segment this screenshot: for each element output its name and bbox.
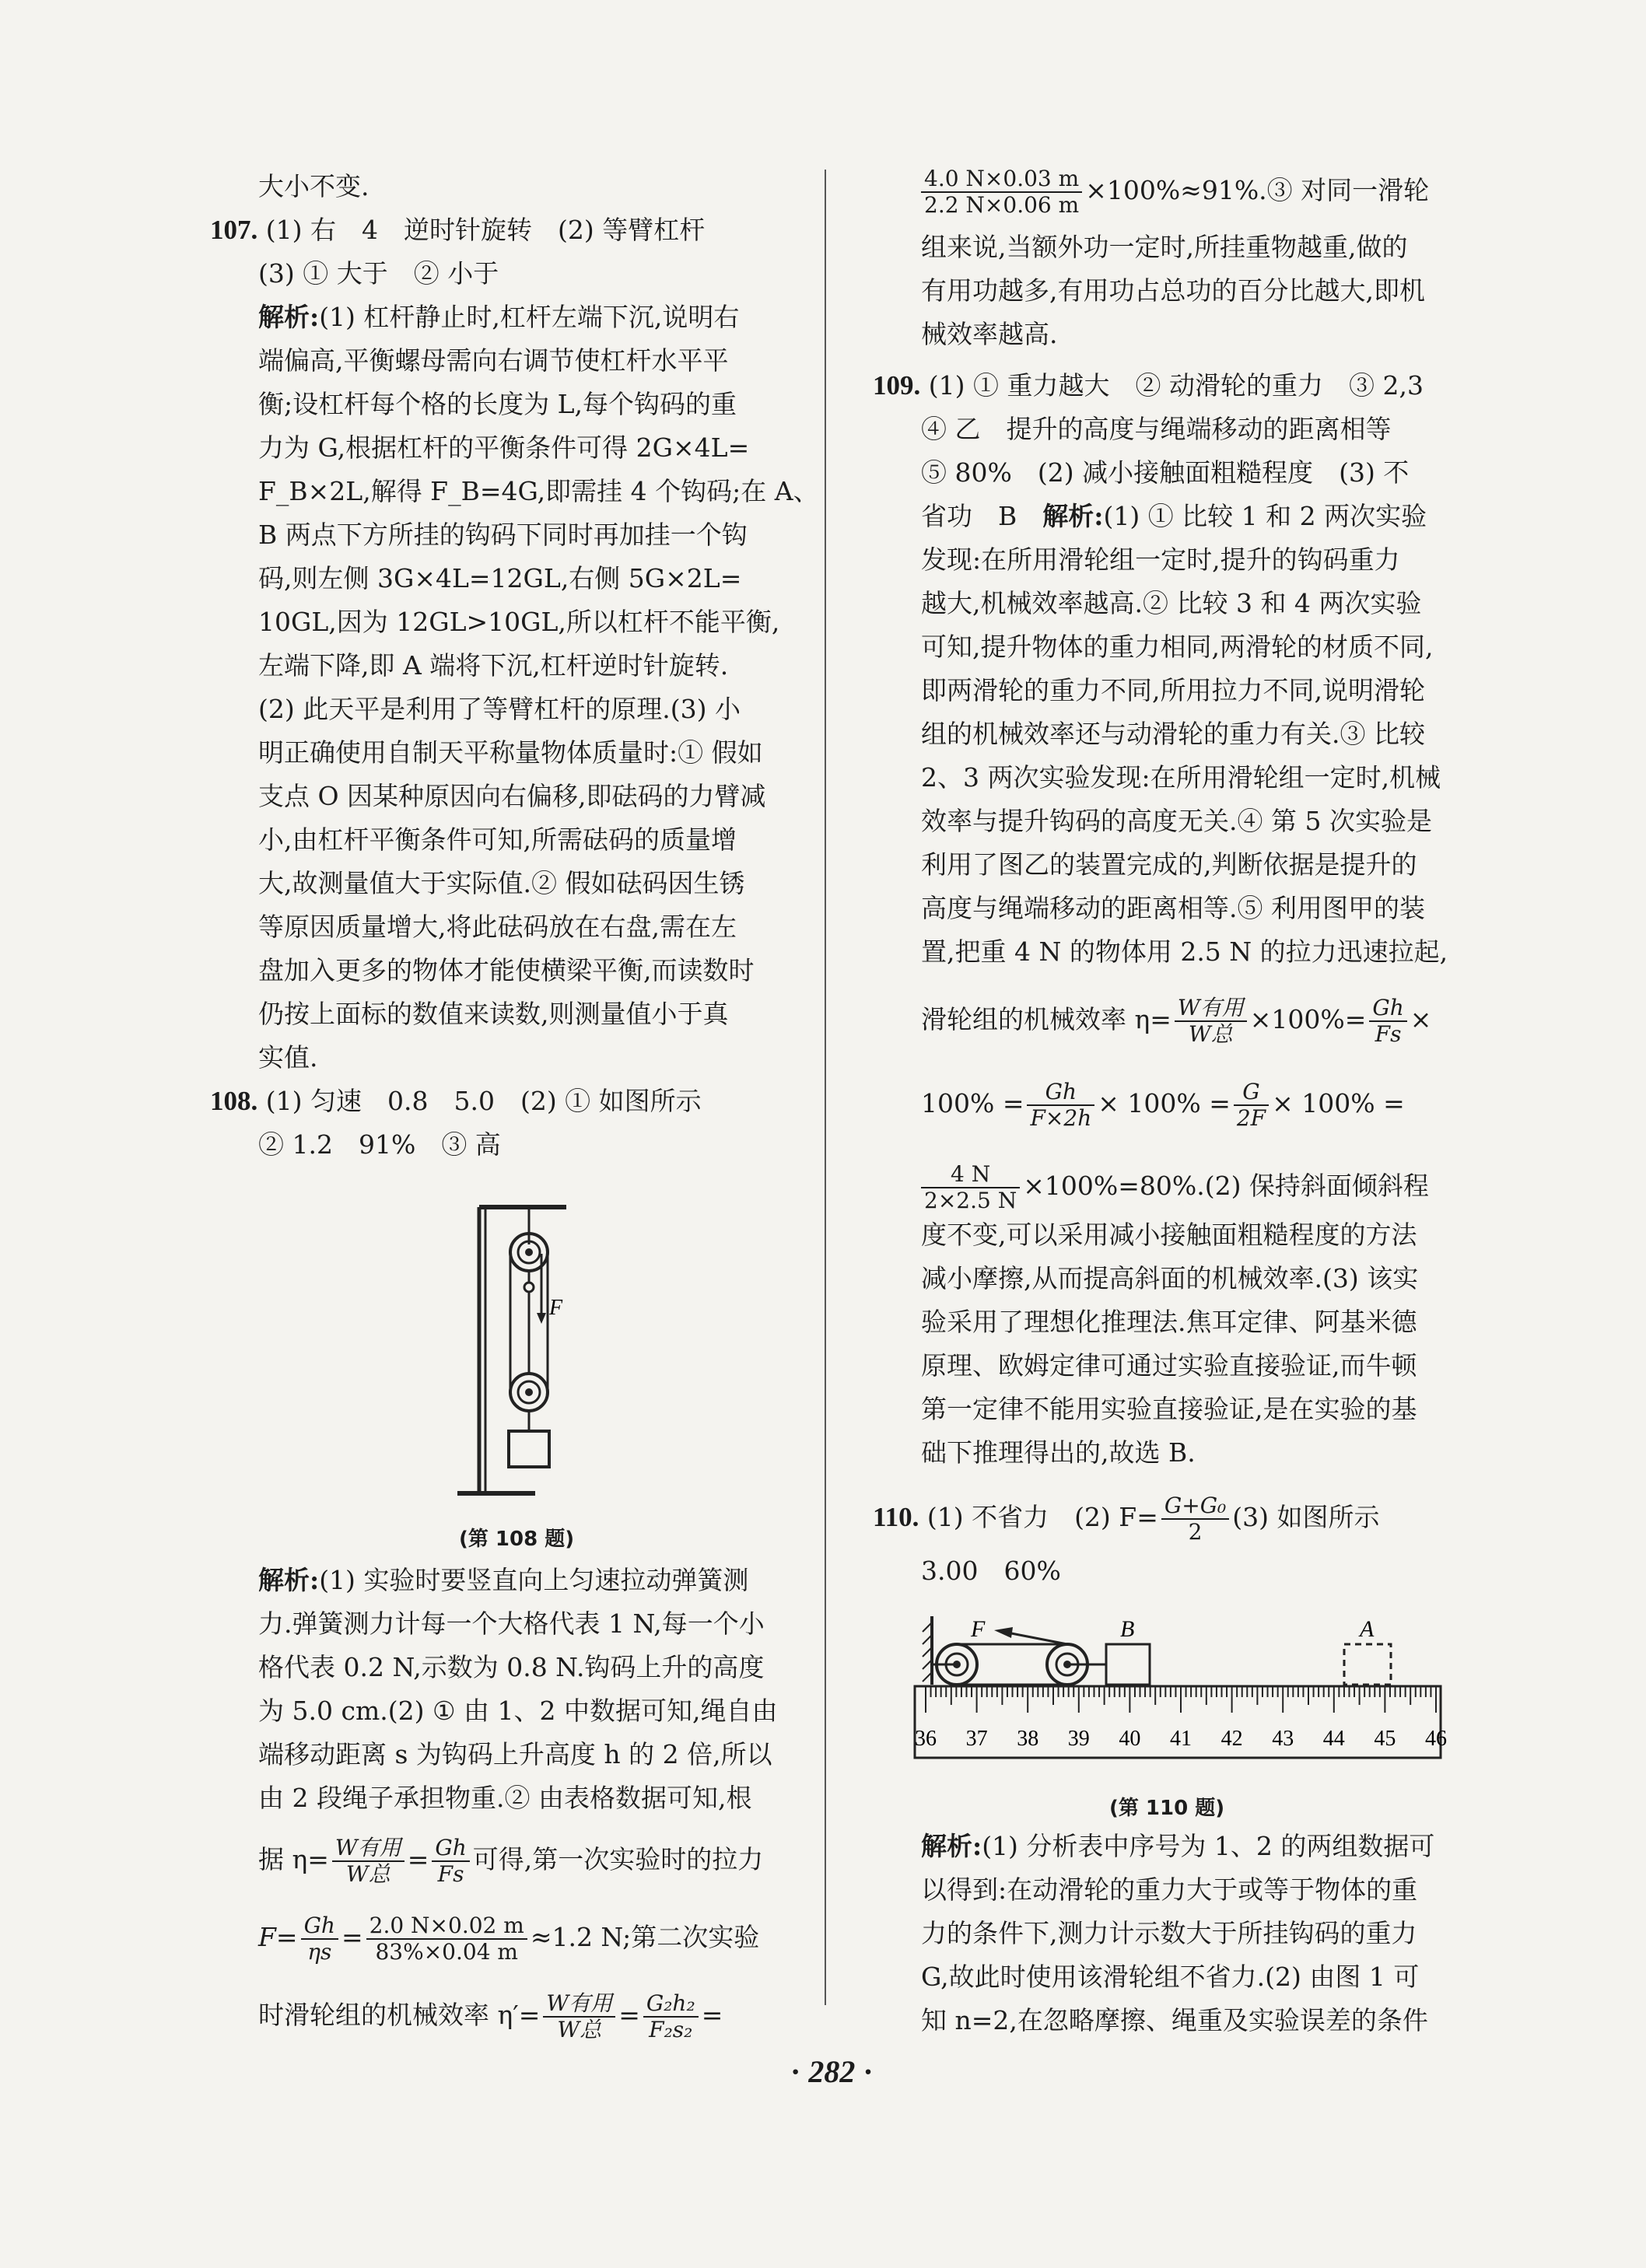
ruler-label: 38 [1017,1727,1039,1751]
ruler-label: 41 [1170,1727,1192,1751]
q107-explanation-line: 明正确使用自制天平称量物体质量时:① 假如 [258,737,763,768]
q110-answer-line2: 3.00 60% [921,1556,1061,1586]
q110-explanation-line: 以得到:在动滑轮的重力大于或等于物体的重 [921,1874,1418,1905]
fraction [1175,996,1247,1047]
q107-explanation-line: (2) 此天平是利用了等臂杠杆的原理.(3) 小 [258,694,741,724]
q110-explanation-line [921,1829,1434,1864]
q109-explanation-line: 础下推理得出的,故选 B. [921,1437,1196,1468]
block-label-b: B [1120,1616,1135,1642]
formula-suffix: ≈1.2 N;第二次实验 [530,1922,760,1952]
formula-suffix: ×100%≈91%.③ 对同一滑轮 [1085,175,1430,205]
fraction [301,1913,338,1965]
formula-part: × 100% = [1272,1088,1405,1118]
q107-explanation-line: 等原因质量增大,将此砝码放在右盘,需在左 [258,912,737,942]
fraction [1234,1080,1269,1131]
q107-answer [210,213,705,247]
q108-explanation-line [258,1563,748,1598]
continuation-line: 有用功越多,有用功占总功的百分比越大,即机 [921,275,1425,306]
ruler-figure-110 [902,1608,1447,1764]
force-label-f: F [549,1296,563,1320]
pulley-figure-108 [457,1198,582,1509]
explanation-label: 解析: [921,1831,982,1861]
denominator: Fs [437,1861,464,1887]
q107-explanation-line: 大,故测量值大于实际值.② 假如砝码因生锈 [258,868,745,898]
q108-explanation-line: 为 5.0 cm.(2) ① 由 1、2 中数据可知,绳自由 [258,1696,778,1726]
column-divider [825,170,826,2005]
q109-explanation-line: 减小摩擦,从而提高斜面的机械效率.(3) 该实 [921,1263,1419,1293]
explanation-text: (1) 实验时要竖直向上匀速拉动弹簧测 [319,1565,749,1595]
q107-explanation-line: 小,由杠杆平衡条件可知,所需砝码的质量增 [258,824,737,855]
formula-end: × [1410,1004,1432,1034]
q110-explanation-line: G,故此时使用该滑轮组不省力.(2) 由图 1 可 [921,1962,1420,1992]
q108-number: 108. [210,1086,258,1116]
denominator: W总 [1188,1021,1233,1047]
q109-formula-efficiency2 [921,1080,1405,1131]
q109-explanation-line: 可知,提升物体的重力相同,两滑轮的材质不同, [921,632,1434,662]
numerator: W有用 [332,1836,404,1862]
formula-prefix: 据 η= [258,1844,329,1874]
formula-part: 100% = [921,1088,1024,1118]
formula-part: × 100% = [1098,1088,1231,1118]
fraction [1161,1493,1229,1545]
q107-explanation-line: 码,则左侧 3G×4L=12GL,右侧 5G×2L= [258,563,742,593]
fraction [921,1162,1020,1213]
q110-answer [873,1493,1380,1545]
q109-answer-line3: ⑤ 80% (2) 减小接触面粗糙程度 (3) 不 [921,457,1410,488]
denominator: 2 [1188,1519,1203,1545]
numerator: 2.0 N×0.02 m [366,1913,527,1940]
q107-explanation-line: 端偏高,平衡螺母需向右调节使杠杆水平平 [258,345,729,376]
q109-number: 109. [873,370,921,401]
force-label-f: F [971,1616,986,1642]
formula-prefix: F= [258,1922,298,1952]
ruler-label: 40 [1119,1727,1141,1751]
fraction [432,1836,469,1887]
figure-108-caption: (第 108 题) [459,1528,575,1551]
q109-explanation-line: 验采用了理想化推理法.焦耳定律、阿基米德 [921,1307,1417,1337]
q109-explanation-line: 第一定律不能用实验直接验证,是在实验的基 [921,1394,1417,1424]
numerator: Gh [1027,1080,1094,1106]
denominator: Fs [1375,1021,1402,1047]
numerator: W有用 [543,1991,615,2018]
q107-explanation-line: 10GL,因为 12GL>10GL,所以杠杆不能平衡, [258,607,780,637]
explanation-label: 解析: [1042,501,1104,531]
numerator: G+G₀ [1161,1493,1229,1520]
formula-suffix: ×100%=80%.(2) 保持斜面倾斜程 [1023,1171,1429,1201]
q109-formula-efficiency [921,996,1431,1047]
q107-explanation-line: 支点 O 因某种原因向右偏移,即砝码的力臂减 [258,781,766,811]
numerator: W有用 [1175,996,1247,1022]
denominator: W总 [345,1861,390,1887]
q109-explanation-line: 置,把重 4 N 的物体用 2.5 N 的拉力迅速拉起, [921,936,1448,967]
q109-explanation-line: 组的机械效率还与动滑轮的重力有关.③ 比较 [921,719,1425,749]
explanation-text: (1) 分析表中序号为 1、2 的两组数据可 [982,1831,1435,1861]
formula-mid: ×100%= [1249,1004,1367,1034]
q108-explanation-line: 格代表 0.2 N,示数为 0.8 N.钩码上升的高度 [258,1652,765,1682]
denominator: 2.2 N×0.06 m [924,192,1080,218]
q107-explanation-line: 盘加入更多的物体才能使横梁平衡,而读数时 [258,955,755,985]
q108-formula-force: F= $\frac{Gh}{\eta s}$ = $\frac{2.0 N\times 0.02 m}{83\%\times 0.04 m}$ ≈1.2 N;第二次实验 [258,1913,760,1965]
page-number-value: 282 [808,2054,856,2089]
continuation-line: 组来说,当额外功一定时,所挂重物越重,做的 [921,232,1408,262]
q109-formula-efficiency3 [921,1162,1429,1213]
fraction [1369,996,1406,1047]
numerator: G₂h₂ [643,1991,699,2018]
ruler-label: 42 [1220,1727,1243,1751]
answer-text: (1) 不省力 (2) F= [926,1502,1158,1532]
denominator: 2×2.5 N [924,1188,1017,1213]
fraction [643,1991,699,2042]
fraction [332,1836,404,1887]
q109-explanation-line: 高度与绳端移动的距离相等.⑤ 利用图甲的装 [921,893,1425,923]
denominator: F₂s₂ [649,2017,693,2042]
denominator: 83%×0.04 m [375,1939,518,1965]
q108-explanation-line: 端移动距离 s 为钩码上升高度 h 的 2 倍,所以 [258,1739,772,1769]
q108-continuation-formula [921,166,1429,218]
fraction [921,166,1082,218]
q107-explanation-line: B 两点下方所挂的钩码下同时再加挂一个钩 [258,520,748,550]
continuation-text: 大小不变. [258,171,369,201]
q110-number: 110. [873,1502,919,1532]
formula-suffix: 可得,第一次实验时的拉力 [472,1844,764,1874]
q107-explanation-line: 左端下降,即 A 端将下沉,杠杆逆时针旋转. [258,650,729,681]
q109-explanation-line: 2、3 两次实验发现:在所用滑轮组一定时,机械 [921,762,1441,793]
q109-explanation-line: 效率与提升钩码的高度无关.④ 第 5 次实验是 [921,806,1432,836]
continuation-line: 械效率越高. [921,319,1058,349]
q107-number: 107. [210,215,258,245]
ruler-label: 36 [915,1727,937,1751]
denominator: ηs [307,1939,332,1965]
numerator: 4 N [921,1162,1020,1188]
ruler-label: 46 [1425,1727,1447,1751]
answer-text: (3) 如图所示 [1232,1502,1380,1532]
numerator: Gh [1369,996,1406,1022]
q108-answer [210,1084,702,1118]
q107-explanation-line: 力为 G,根据杠杆的平衡条件可得 2G×4L= [258,432,750,463]
q108-answer-line2: ② 1.2 91% ③ 高 [258,1129,501,1160]
q107-explanation-line: F_B×2L,解得 F_B=4G,即需挂 4 个钩码;在 A、 [258,476,819,506]
answer-text: 省功 B [921,501,1043,531]
page-number: · 282 · [790,2054,874,2089]
numerator: G [1234,1080,1269,1106]
q107-answer-line1: (1) 右 4 逆时针旋转 (2) 等臂杠杆 [265,215,706,245]
q110-explanation-line: 知 n=2,在忽略摩擦、绳重及实验误差的条件 [921,2005,1428,2035]
q109-explanation-line: 度不变,可以采用减小接触面粗糙程度的方法 [921,1220,1417,1250]
q108-answer-line1: (1) 匀速 0.8 5.0 (2) ① 如图所示 [265,1086,702,1116]
q107-explanation-line: 仍按上面标的数值来读数,则测量值小于真 [258,999,729,1029]
q107-explanation-line: 衡;设杠杆每个格的长度为 L,每个钩码的重 [258,389,737,419]
q109-explanation-line: 利用了图乙的装置完成的,判断依据是提升的 [921,849,1417,880]
numerator: Gh [432,1836,469,1862]
q107-answer-line2: (3) ① 大于 ② 小于 [258,258,499,289]
q109-answer-line2: ④ 乙 提升的高度与绳端移动的距离相等 [921,414,1392,444]
q109-explanation-line: 即两滑轮的重力不同,所用拉力不同,说明滑轮 [921,675,1425,705]
q110-explanation-line: 力的条件下,测力计示数大于所挂钩码的重力 [921,1918,1417,1948]
ruler-label: 43 [1272,1727,1294,1751]
q108-explanation-line: 力.弹簧测力计每一个大格代表 1 N,每一个小 [258,1608,765,1639]
ruler-label: 39 [1067,1727,1090,1751]
q109-answer-line1: (1) ① 重力越大 ② 动滑轮的重力 ③ 2,3 [928,370,1424,401]
q109-answer-line4 [921,499,1427,534]
denominator: F×2h [1030,1105,1092,1131]
ruler-label: 37 [965,1727,988,1751]
q109-explanation-line: 原理、欧姆定律可通过实验直接验证,而牛顿 [921,1350,1417,1381]
explanation-label: 解析: [258,1565,320,1595]
formula-prefix: 滑轮组的机械效率 η= [921,1004,1171,1034]
q107-explanation-line: 实值. [258,1042,318,1073]
fraction [1027,1080,1094,1131]
explanation-label: 解析: [258,302,320,332]
q108-explanation-line: 由 2 段绳子承担物重.② 由表格数据可知,根 [258,1783,752,1813]
q109-explanation-line: 越大,机械效率越高.② 比较 3 和 4 两次实验 [921,588,1422,618]
explanation-text: (1) 杠杆静止时,杠杆左端下沉,说明右 [319,302,740,332]
q108-formula-efficiency: 据 η= $\frac{\text{W有用}}{\text{W总}}$ = $\frac{Gh}{Fs}$ 可得,第一次实验时的拉力 [258,1835,764,1887]
block-label-a: A [1360,1616,1375,1642]
ruler-label: 44 [1322,1727,1345,1751]
ruler-label: 45 [1374,1727,1396,1751]
explanation-text: (1) ① 比较 1 和 2 两次实验 [1103,501,1427,531]
equals-sign: = [701,2000,723,2030]
q108-formula-efficiency2: 时滑轮组的机械效率 η′= $\frac{\text{W有用}}{\text{W总}}$ = $\frac{\text{G₂h₂}}{\text{F₂s₂}}$ = [258,1990,723,2042]
q109-answer [873,369,1424,403]
formula-prefix: 时滑轮组的机械效率 η′= [258,2000,541,2030]
figure-110-caption: (第 110 题) [1109,1797,1225,1820]
numerator: Gh [301,1913,338,1940]
q109-explanation-line: 发现:在所用滑轮组一定时,提升的钩码重力 [921,544,1400,575]
fraction [543,1991,615,2042]
denominator: W总 [557,2017,602,2042]
q107-explanation-line [258,300,739,334]
numerator: 4.0 N×0.03 m [921,166,1082,193]
denominator: 2F [1236,1105,1266,1131]
fraction [366,1913,527,1965]
